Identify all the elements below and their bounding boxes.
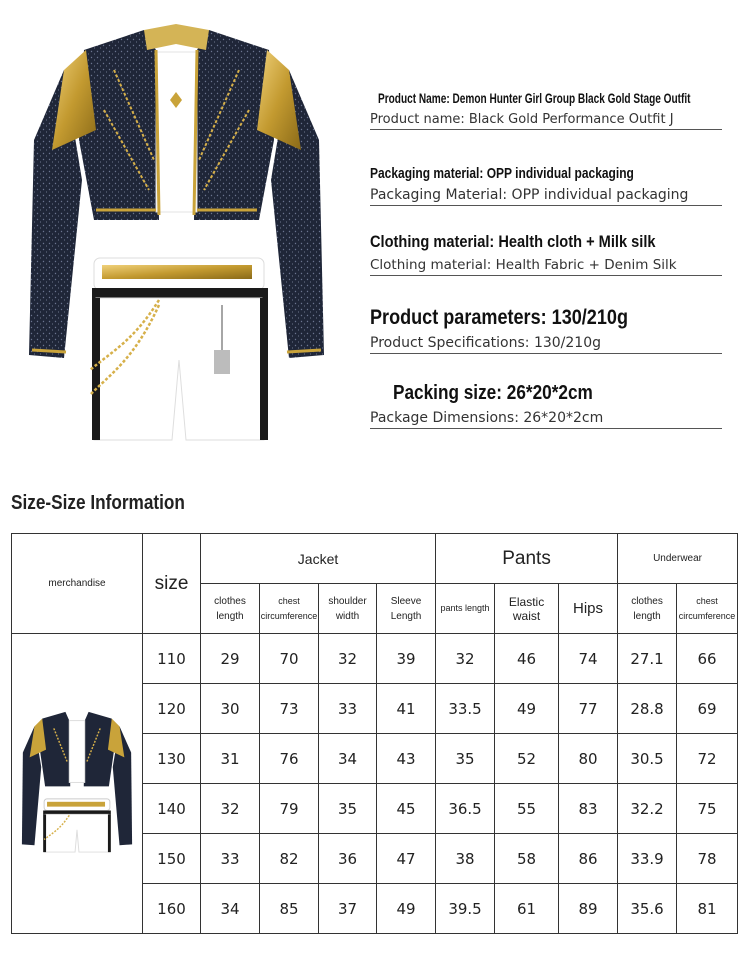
pants-length-cell: 33.5 xyxy=(436,684,495,734)
jacket-clothes-length-header: clothes length xyxy=(201,584,260,634)
pants-length-cell: 39.5 xyxy=(436,884,495,934)
jacket-shoulder-cell: 34 xyxy=(319,734,377,784)
spec-value-package-dimensions: Package Dimensions: 26*20*2cm xyxy=(370,410,722,429)
size-table xyxy=(11,533,738,934)
jacket-chest-cell: 76 xyxy=(260,734,319,784)
jacket-clothes-length-cell: 34 xyxy=(201,884,260,934)
elastic-waist-cell: 46 xyxy=(495,634,559,684)
size-cell: 140 xyxy=(143,784,201,834)
underwear-clothes-length-cell: 33.9 xyxy=(618,834,677,884)
hips-cell: 74 xyxy=(559,634,618,684)
underwear-chest-cell: 81 xyxy=(677,884,738,934)
underwear-chest-cell: 66 xyxy=(677,634,738,684)
jacket-shoulder-cell: 37 xyxy=(319,884,377,934)
size-cell: 130 xyxy=(143,734,201,784)
jacket-clothes-length-cell: 33 xyxy=(201,834,260,884)
hips-cell: 89 xyxy=(559,884,618,934)
spec-label-clothing-material: Clothing material: Health cloth + Milk silk xyxy=(370,232,656,251)
pants-length-cell: 38 xyxy=(436,834,495,884)
underwear-chest-cell: 72 xyxy=(677,734,738,784)
size-cell: 160 xyxy=(143,884,201,934)
underwear-chest-cell: 75 xyxy=(677,784,738,834)
pants-length-header: pants length xyxy=(436,584,495,634)
pants-header: Pants xyxy=(436,534,618,584)
jacket-sleeve-cell: 43 xyxy=(377,734,436,784)
jacket-shoulder-width-header: shoulder width xyxy=(319,584,377,634)
elastic-waist-cell: 49 xyxy=(495,684,559,734)
size-cell: 120 xyxy=(143,684,201,734)
pants-length-cell: 35 xyxy=(436,734,495,784)
spec-label-product-parameters: Product parameters: 130/210g xyxy=(370,306,628,329)
underwear-chest-cell: 78 xyxy=(677,834,738,884)
jacket-clothes-length-cell: 32 xyxy=(201,784,260,834)
underwear-clothes-length-cell: 35.6 xyxy=(618,884,677,934)
jacket-shoulder-cell: 35 xyxy=(319,784,377,834)
jacket-chest-cell: 73 xyxy=(260,684,319,734)
jacket-header: Jacket xyxy=(201,534,436,584)
jacket-chest-circumference-header: chest circumference xyxy=(260,584,319,634)
pants-length-cell: 36.5 xyxy=(436,784,495,834)
spec-value-product-specifications: Product Specifications: 130/210g xyxy=(370,335,722,354)
merchandise-thumbnail-cell xyxy=(12,634,143,934)
underwear-clothes-length-cell: 28.8 xyxy=(618,684,677,734)
elastic-waist-cell: 52 xyxy=(495,734,559,784)
merchandise-header: merchandise xyxy=(12,534,143,634)
hips-cell: 86 xyxy=(559,834,618,884)
hips-cell: 77 xyxy=(559,684,618,734)
pants-length-cell: 32 xyxy=(436,634,495,684)
spec-label-packing-size: Packing size: 26*20*2cm xyxy=(393,382,593,404)
jacket-sleeve-cell: 47 xyxy=(377,834,436,884)
product-image xyxy=(24,20,329,460)
jacket-sleeve-cell: 41 xyxy=(377,684,436,734)
jacket-clothes-length-cell: 31 xyxy=(201,734,260,784)
elastic-waist-cell: 55 xyxy=(495,784,559,834)
jacket-shoulder-cell: 33 xyxy=(319,684,377,734)
hips-header: Hips xyxy=(559,584,618,634)
jacket-chest-cell: 79 xyxy=(260,784,319,834)
jacket-clothes-length-cell: 30 xyxy=(201,684,260,734)
jacket-sleeve-cell: 39 xyxy=(377,634,436,684)
underwear-chest-circumference-header: chest circumference xyxy=(677,584,738,634)
jacket-sleeve-cell: 45 xyxy=(377,784,436,834)
table-row xyxy=(12,634,738,684)
jacket-sleeve-length-header: Sleeve Length xyxy=(377,584,436,634)
jacket-shoulder-cell: 36 xyxy=(319,834,377,884)
elastic-waist-cell: 61 xyxy=(495,884,559,934)
jacket-chest-cell: 85 xyxy=(260,884,319,934)
jacket-shoulder-cell: 32 xyxy=(319,634,377,684)
jacket-chest-cell: 70 xyxy=(260,634,319,684)
spec-value-product-name: Product name: Black Gold Performance Outfit J xyxy=(370,112,722,130)
underwear-clothes-length-cell: 30.5 xyxy=(618,734,677,784)
size-section-title: Size-Size Information xyxy=(11,492,185,514)
underwear-header: Underwear xyxy=(618,534,738,584)
size-header: size xyxy=(143,534,201,634)
elastic-waist-cell: 58 xyxy=(495,834,559,884)
hips-cell: 83 xyxy=(559,784,618,834)
underwear-clothes-length-header: clothes length xyxy=(618,584,677,634)
size-cell: 150 xyxy=(143,834,201,884)
spec-value-packaging-material: Packaging Material: OPP individual packaging xyxy=(370,187,722,206)
jacket-chest-cell: 82 xyxy=(260,834,319,884)
jacket-sleeve-cell: 49 xyxy=(377,884,436,934)
size-cell: 110 xyxy=(143,634,201,684)
spec-label-product-name: Product Name: Demon Hunter Girl Group Black Gold Stage Outfit xyxy=(378,90,691,106)
elastic-waist-header: Elastic waist xyxy=(495,584,559,634)
underwear-clothes-length-cell: 27.1 xyxy=(618,634,677,684)
spec-label-packaging-material: Packaging material: OPP individual packaging xyxy=(370,165,634,182)
spec-value-clothing-material: Clothing material: Health Fabric + Denim Silk xyxy=(370,257,722,276)
underwear-clothes-length-cell: 32.2 xyxy=(618,784,677,834)
underwear-chest-cell: 69 xyxy=(677,684,738,734)
merchandise-thumbnail xyxy=(19,709,135,854)
jacket-clothes-length-cell: 29 xyxy=(201,634,260,684)
hips-cell: 80 xyxy=(559,734,618,784)
